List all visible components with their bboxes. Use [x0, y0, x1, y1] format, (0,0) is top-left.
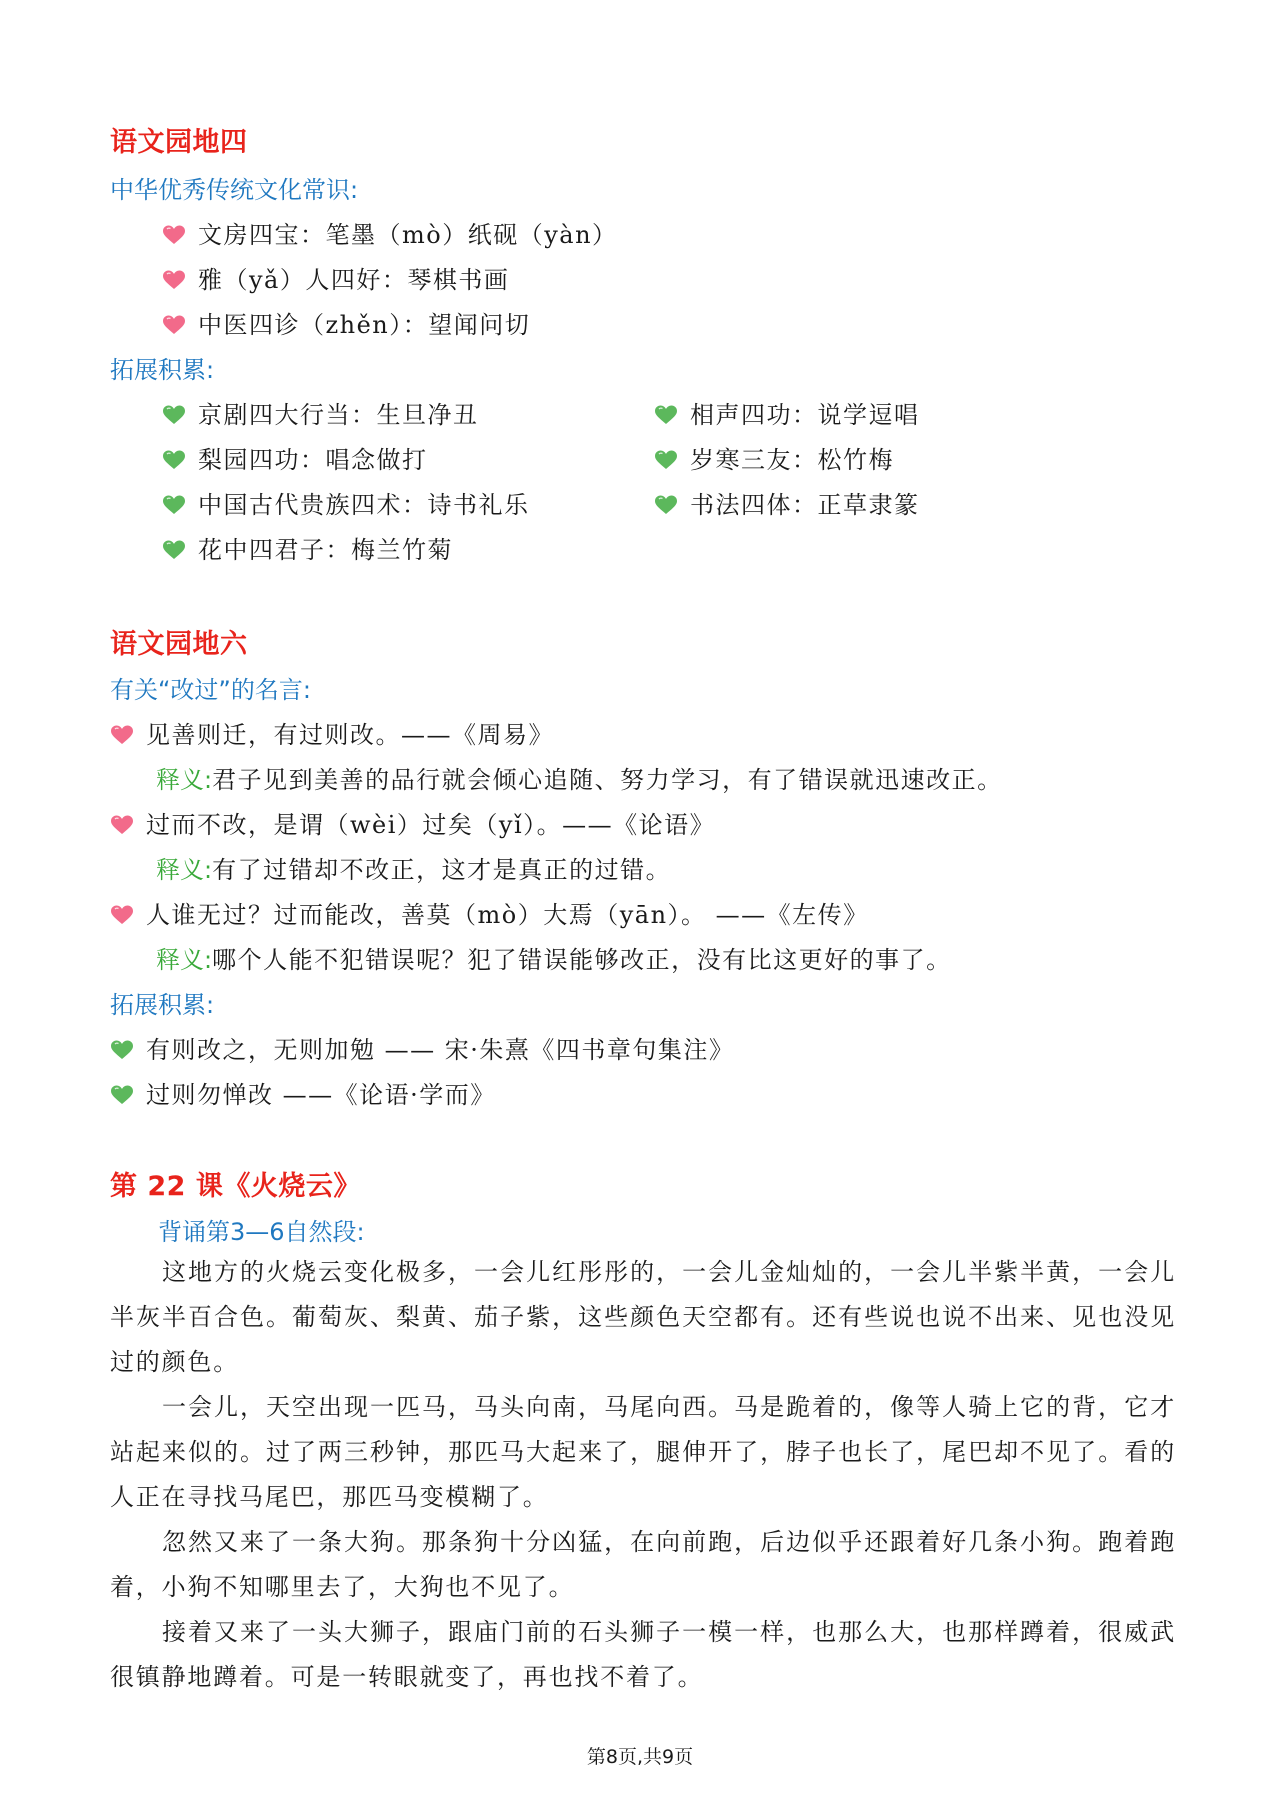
- paragraph: 接着又来了一头大狮子，跟庙门前的石头狮子一模一样，也那么大，也那样蹲着，很威武很镇静地蹲着。可是一转眼就变了，再也找不着了。: [110, 1618, 1176, 1691]
- item-text: 中国古代贵族四术：诗书礼乐: [198, 491, 530, 519]
- green-heart-icon: [654, 495, 678, 515]
- green-heart-icon: [110, 1085, 134, 1105]
- green-heart-icon: [162, 405, 186, 425]
- subheading-extension-2: 拓展积累:: [110, 991, 215, 1019]
- list-item: [162, 530, 453, 565]
- item-text: 岁寒三友：松竹梅: [690, 446, 894, 474]
- list-item: [162, 215, 618, 250]
- green-heart-icon: [654, 450, 678, 470]
- meaning-label: 释义:: [156, 766, 213, 794]
- item-text: 过则勿惮改 ——《论语·学而》: [146, 1081, 496, 1109]
- list-item: [162, 485, 530, 520]
- item-text: 梨园四功：唱念做打: [198, 446, 428, 474]
- meaning-text: 哪个人能不犯错误呢？犯了错误能够改正，没有比这更好的事了。: [212, 946, 952, 974]
- lesson-title: 第 22 课《火烧云》: [110, 1171, 361, 1202]
- list-item: [110, 1030, 734, 1065]
- item-text: 书法四体：正草隶篆: [690, 491, 920, 519]
- meaning-line: [156, 760, 1003, 795]
- section-title-4: 语文园地四: [110, 127, 248, 158]
- pink-heart-icon: [110, 905, 134, 925]
- quote-line: [110, 715, 554, 750]
- list-item: [162, 260, 509, 295]
- quote-line: [110, 895, 869, 930]
- meaning-line: [156, 940, 952, 975]
- meaning-label: 释义:: [156, 946, 213, 974]
- pink-heart-icon: [110, 725, 134, 745]
- quote-text: 人谁无过？过而能改，善莫（mò）大焉（yān）。 ——《左传》: [146, 901, 869, 929]
- green-heart-icon: [162, 450, 186, 470]
- green-heart-icon: [110, 1040, 134, 1060]
- item-text: 有则改之，无则加勉 —— 宋·朱熹《四书章句集注》: [146, 1036, 735, 1064]
- quote-line: [110, 805, 715, 840]
- paragraph: 这地方的火烧云变化极多，一会儿红彤彤的，一会儿金灿灿的，一会儿半紫半黄，一会儿半灰半百合色。葡萄灰、梨黄、茄子紫，这些颜色天空都有。还有些说也说不出来、见也没见过的颜色。: [110, 1258, 1176, 1376]
- green-heart-icon: [162, 495, 186, 515]
- quote-text: 见善则迁，有过则改。——《周易》: [146, 721, 554, 749]
- meaning-line: [156, 850, 671, 885]
- green-heart-icon: [162, 540, 186, 560]
- list-item: [162, 440, 428, 475]
- subheading-quotes: 有关“改过”的名言:: [110, 676, 311, 704]
- lesson-subheading: 背诵第3—6自然段:: [158, 1218, 365, 1246]
- quote-text: 过而不改，是谓（wèi）过矣（yǐ）。——《论语》: [146, 811, 716, 839]
- list-item: [654, 395, 920, 430]
- list-item: [654, 485, 920, 520]
- paragraph: 一会儿，天空出现一匹马，马头向南，马尾向西。马是跪着的，像等人骑上它的背，它才站起来似的。过了两三秒钟，那匹马大起来了，腿伸开了，脖子也长了，尾巴却不见了。看的人正在寻找马尾巴，那匹马变模糊了。: [110, 1393, 1176, 1511]
- page-number: 第8页,共9页: [586, 1746, 694, 1768]
- meaning-label: 释义:: [156, 856, 213, 884]
- pink-heart-icon: [110, 815, 134, 835]
- list-item: [162, 305, 530, 340]
- pink-heart-icon: [162, 315, 186, 335]
- pink-heart-icon: [162, 270, 186, 290]
- item-text: 相声四功：说学逗唱: [690, 401, 920, 429]
- list-item: [162, 395, 479, 430]
- item-text: 文房四宝：笔墨（mò）纸砚（yàn）: [198, 221, 618, 249]
- section-title-6: 语文园地六: [110, 629, 248, 660]
- item-text: 花中四君子：梅兰竹菊: [198, 536, 453, 564]
- subheading-extension: 拓展积累:: [110, 356, 215, 384]
- green-heart-icon: [654, 405, 678, 425]
- subheading-culture: 中华优秀传统文化常识:: [110, 176, 359, 204]
- meaning-text: 有了过错却不改正，这才是真正的过错。: [212, 856, 672, 884]
- pink-heart-icon: [162, 225, 186, 245]
- item-text: 京剧四大行当：生旦净丑: [198, 401, 479, 429]
- list-item: [110, 1075, 496, 1110]
- paragraph: 忽然又来了一条大狗。那条狗十分凶猛，在向前跑，后边似乎还跟着好几条小狗。跑着跑着，小狗不知哪里去了，大狗也不见了。: [110, 1528, 1176, 1601]
- list-item: [654, 440, 894, 475]
- item-text: 雅（yǎ）人四好：琴棋书画: [198, 266, 510, 294]
- meaning-text: 君子见到美善的品行就会倾心追随、努力学习，有了错误就迅速改正。: [212, 766, 1003, 794]
- item-text: 中医四诊（zhěn）：望闻问切: [198, 311, 531, 339]
